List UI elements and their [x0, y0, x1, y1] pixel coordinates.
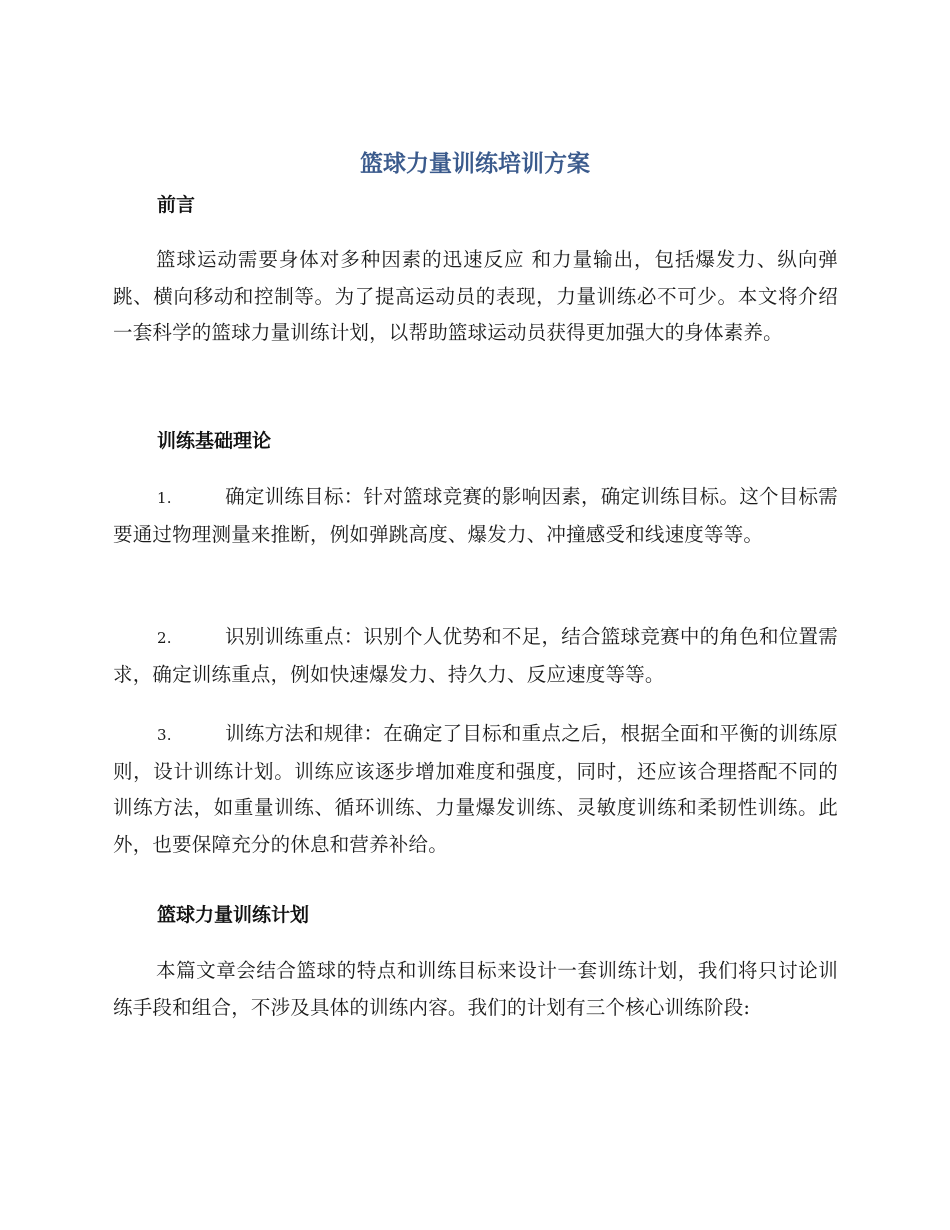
preface-paragraph: 篮球运动需要身体对多种因素的迅速反应 和力量输出，包括爆发力、纵向弹跳、横向移动和控制等。为了提高运动员的表现，力量训练必不可少。本文将介绍一套科学的篮球力量训练计划，以帮助篮球运动员获得更加强大的身体素养。 [113, 248, 838, 344]
plan-paragraph: 本篇文章会结合篮球的特点和训练目标来设计一套训练计划，我们将只讨论训练手段和组合，不涉及具体的训练内容。我们的计划有三个核心训练阶段: [113, 959, 838, 1019]
document-title: 篮球力量训练培训方案 [360, 151, 590, 177]
list-item [113, 619, 838, 693]
section-heading-preface: 前言 [157, 194, 196, 216]
section-heading-plan: 篮球力量训练计划 [157, 904, 310, 926]
list-item-text: 识别训练重点：识别个人优势和不足，结合篮球竞赛中的角色和位置需求，确定训练重点，例如快速爆发力、持久力、反应速度等等。 [113, 625, 838, 686]
list-item-text: 训练方法和规律：在确定了目标和重点之后，根据全面和平衡的训练原则，设计训练计划。训练应该逐步增加难度和强度，同时，还应该合理搭配不同的训练方法，如重量训练、循环训练、力量爆发训练、灵敏度训练和柔韧性训练。此外，也要保障充分的休息和营养补给。 [113, 722, 838, 856]
list-item [113, 479, 838, 553]
section-heading-theory: 训练基础理论 [157, 430, 272, 452]
list-item-number: 1. [157, 489, 172, 507]
list-item-text: 确定训练目标：针对篮球竞赛的影响因素，确定训练目标。这个目标需要通过物理测量来推断，例如弹跳高度、爆发力、冲撞感受和线速度等等。 [113, 485, 838, 546]
list-item-number: 3. [157, 726, 172, 744]
list-item-number: 2. [157, 629, 172, 647]
list-item [113, 716, 838, 863]
